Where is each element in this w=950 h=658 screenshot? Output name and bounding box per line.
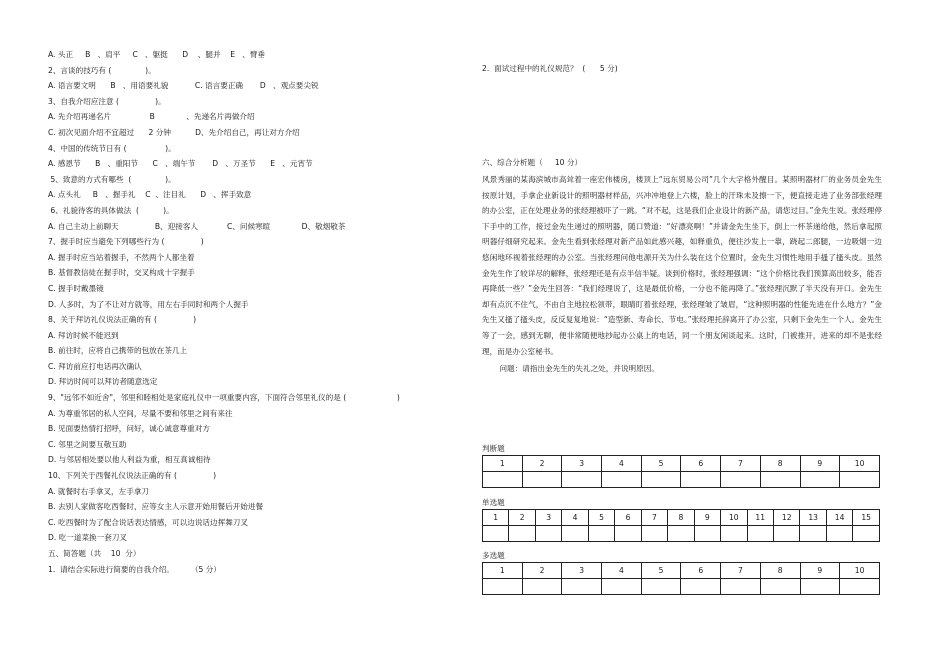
judge-number-cell: 1 [483,456,523,472]
question-line: B. 前往时，应将自己携带的包放在茶几上 [48,346,188,356]
question-line: 7、握手时应当避免下列哪些行为 ( ) [48,237,204,247]
multi-number-cell: 2 [522,563,562,579]
question-line: D. 吃一道菜换一套刀叉 [48,533,128,543]
judge-answer-cell[interactable] [721,472,761,488]
single-number-cell: 11 [747,510,773,526]
single-answer-cell[interactable] [853,526,880,542]
judge-number-cell: 2 [522,456,562,472]
single-number-cell: 2 [509,510,535,526]
question-line: A. 自己主动上前聊天 B、迎接客人 C、问候寒暄 D、敬烟敬茶 [48,221,346,231]
single-answer-cell[interactable] [588,526,614,542]
multi-answer-cell[interactable] [800,579,840,595]
question-line: A. 感恩节 B 、重阳节 C 、端午节 D 、万圣节 E 、元宵节 [48,159,313,169]
judge-answer-cell[interactable] [760,472,800,488]
question-line: D. 与邻居相处要以他人利益为重，相互真诚相待 [48,455,211,465]
judge-number-cell: 10 [840,456,880,472]
multi-answer-cell[interactable] [562,579,602,595]
single-answer-cell[interactable] [668,526,694,542]
multi-number-cell: 4 [602,563,642,579]
single-number-cell: 7 [641,510,667,526]
interview-question: 2. 面试过程中的礼仪规范？ ( 5 分) [482,64,618,73]
single-number-cell: 13 [800,510,826,526]
single-answer-cell[interactable] [747,526,773,542]
judge-answer-cell[interactable] [840,472,880,488]
question-line: A. 先介绍再递名片 B 、先递名片再做介绍 [48,112,255,122]
question-line: C. 吃西餐时为了配合说话表达情感，可以边说话边挥舞刀叉 [48,517,248,527]
single-title: 单选题 [482,498,505,507]
single-number-cell: 1 [483,510,509,526]
right-column [482,62,882,377]
multi-answer-cell[interactable] [721,579,761,595]
judge-answer-cell[interactable] [602,472,642,488]
judge-number-cell: 6 [681,456,721,472]
multi-answer-cell[interactable] [522,579,562,595]
single-answer-cell[interactable] [641,526,667,542]
judge-answer-cell[interactable] [641,472,681,488]
judge-number-cell: 3 [562,456,602,472]
multi-number-cell: 9 [800,563,840,579]
case-analysis-title: 六、综合分析题（ 10 分） [482,158,583,167]
judge-grid [482,455,880,488]
judge-answer-cell[interactable] [522,472,562,488]
multi-answer-cell[interactable] [641,579,681,595]
question-line: 8、关于拜访礼仪说法正确的有 ( ) [48,315,197,325]
single-number-cell: 4 [562,510,588,526]
question-line: D. 拜访时间可以拜访者随意选定 [48,377,158,387]
question-line: 10、下列关于西餐礼仪说法正确的有 ( ) [48,471,217,481]
question-line: 9、"远邻不如近舍"，邻里和睦相处是家庭礼仪中一项重要内容，下面符合邻里礼仪的是 ( ) [48,393,400,403]
multi-number-cell: 1 [483,563,523,579]
question-line: 2、言谈的技巧有 ( )。 [48,65,156,75]
judge-answer-cell[interactable] [483,472,523,488]
single-number-cell: 8 [668,510,694,526]
question-line: C. 握手时戴墨镜 [48,283,104,293]
judge-answer-cell[interactable] [800,472,840,488]
multi-number-cell: 6 [681,563,721,579]
question-line: 4、中国的传统节日有 ( )。 [48,143,176,153]
multi-number-cell: 7 [721,563,761,579]
single-number-cell: 10 [721,510,747,526]
question-line: 6、礼貌待客的具体做法 ( )。 [48,205,174,215]
answer-sheet-judge [482,443,880,488]
multi-number-cell: 5 [641,563,681,579]
single-answer-cell[interactable] [483,526,509,542]
single-answer-cell[interactable] [562,526,588,542]
multi-number-cell: 3 [562,563,602,579]
single-number-cell: 12 [773,510,799,526]
single-number-cell: 9 [694,510,720,526]
judge-number-cell: 9 [800,456,840,472]
question-line: 5、致意的方式有哪些 ( )。 [48,174,176,184]
question-line: B. 去别人家做客吃西餐时，应等女主人示意开始用餐后开始进餐 [48,502,264,512]
question-line: B. 基督教信徒在握手时，交叉构成十字握手 [48,268,195,278]
multi-answer-cell[interactable] [760,579,800,595]
single-number-cell: 3 [535,510,561,526]
multi-answer-cell[interactable] [840,579,880,595]
question-line: 五、简答题（共 10 分） [48,549,141,558]
judge-answer-cell[interactable] [681,472,721,488]
case-analysis-body: 风景秀丽的某海滨城市高耸着一座宏伟楼房，楼顶上“远东贸易公司”几个大字格外醒目。某照明器材厂的业务员金先生按原计划，手拿企业新设计的照明器材样品，兴冲冲地登上六楼，脸上的汗珠未及擦一下，便直接走进了业务部张经理的办公室，正在处理业务的张经理被吓了一跳。“对不起，这是我们企业设计的新产品，请您过目。”金先生说。张经理停下手中的工作，接过金先生递过的照明器，随口赞道：“好漂亮啊！”并请金先生坐下，倒上一杯茶递给他，然后拿起照明器仔细研究起来。金先生看到张经理对新产品如此感兴趣，如释重负，便往沙发上一靠，跷起二郎腿，一边吸烟一边悠闲地环视着张经理的办公室。当张经理问他电源开关为什么装在这个位置时，金先生习惯性地用手搔了搔头皮。虽然金先生作了较详尽的解释，张经理还是有点半信半疑。谈到价格时，张经理强调：“这个价格比我们预算高出较多，能否再降低一些？”金先生回答：“我们经理说了，这是最低价格，一分也不能再降了。”张经理沉默了半天没有开口。金先生却有点沉不住气，不由自主地拉松领带，眼睛盯着张经理，张经理皱了皱眉，“这种照明器的性能先进在什么地方？”金先生又搔了搔头皮，反反复复地说：“造型新、寿命长、节电。”张经理托辞离开了办公室，只剩下金先生一个人。金先生等了一会，感到无聊，便非常随便地抄起办公桌上的电话，同一个朋友闲谈起来。这时，门被推开，进来的却不是张经理，而是办公室秘书。 [482,175,882,356]
single-number-cell: 6 [615,510,641,526]
judge-number-cell: 8 [760,456,800,472]
multi-title: 多选题 [482,551,505,560]
judge-number-cell: 5 [641,456,681,472]
single-answer-cell[interactable] [615,526,641,542]
single-grid [482,509,880,542]
question-line: A. 点头礼 B 、握手礼 C 、注目礼 D 、挥手致意 [48,190,252,200]
multi-number-cell: 8 [760,563,800,579]
question-line: C. 邻里之间要互敬互助 [48,439,127,449]
multi-number-cell: 10 [840,563,880,579]
single-answer-cell[interactable] [721,526,747,542]
single-answer-cell[interactable] [773,526,799,542]
answer-sheet-multi [482,550,880,595]
multi-answer-cell[interactable] [681,579,721,595]
case-analysis-question: 问题：请指出金先生的失礼之处，并说明原因。 [499,364,659,374]
question-line: A. 语言要文明 B 、用语要礼貌 C. 语言要正确 D 、观点要尖锐 [48,81,319,91]
judge-title: 判断题 [482,444,505,453]
answer-sheet-single [482,497,880,542]
question-line: C. 拜访前应打电话再次确认 [48,361,142,371]
question-line: A. 为尊重邻居的私人空间，尽量不要和邻里之间有来往 [48,408,233,418]
judge-number-cell: 4 [602,456,642,472]
left-column [48,47,468,577]
multi-answer-cell[interactable] [602,579,642,595]
multi-grid [482,562,880,595]
single-number-cell: 15 [853,510,880,526]
question-line: A. 握手时应当站着握手，不然两个人都坐着 [48,252,195,262]
single-number-cell: 5 [588,510,614,526]
single-answer-cell[interactable] [826,526,852,542]
question-line: D. 人多时，为了不让对方就等，用左右手同时和两个人握手 [48,299,249,309]
question-line: 1. 请结合实际进行简要的自我介绍。 （5 分） [48,564,221,574]
single-answer-cell[interactable] [535,526,561,542]
question-line: A. 拜访时候不能迟到 [48,330,119,340]
single-answer-cell[interactable] [694,526,720,542]
single-answer-cell[interactable] [509,526,535,542]
question-line: B. 见面要热情打招呼，问好，诚心诚意尊重对方 [48,424,210,434]
question-line: 3、自我介绍应注意 ( )。 [48,96,166,106]
multi-answer-cell[interactable] [483,579,523,595]
single-answer-cell[interactable] [800,526,826,542]
question-line: A. 头正 B 、肩平 C 、躯挺 D 、腿并 E 、臂垂 [48,50,266,59]
question-line: C. 初次见面介绍不宜超过 2 分钟 D、先介绍自己，再让对方介绍 [48,127,300,137]
question-line: A. 就餐时右手拿叉，左手拿刀 [48,486,150,496]
judge-answer-cell[interactable] [562,472,602,488]
single-number-cell: 14 [826,510,852,526]
judge-number-cell: 7 [721,456,761,472]
